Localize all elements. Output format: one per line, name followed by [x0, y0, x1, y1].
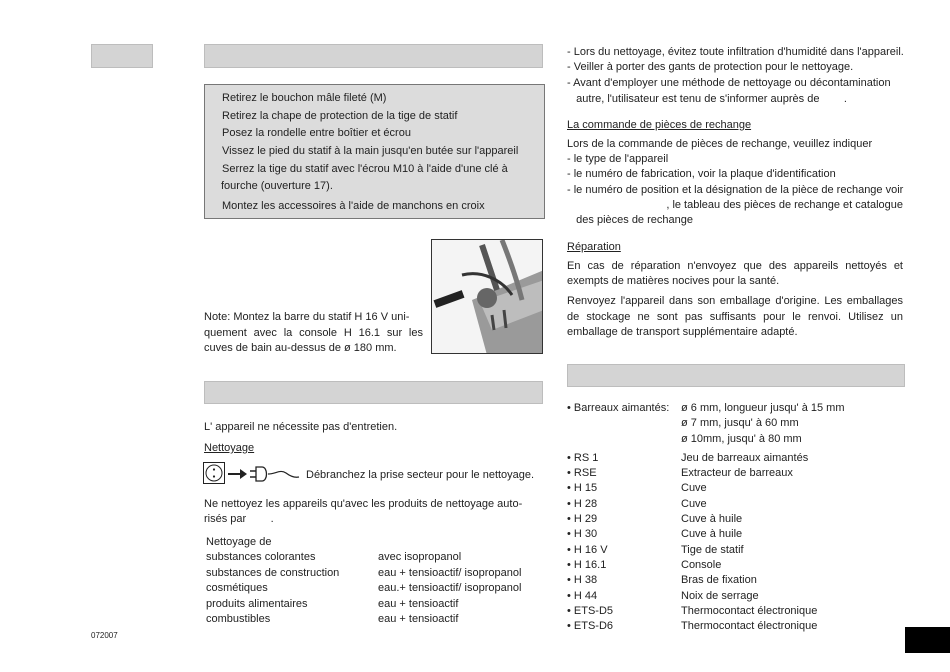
accessory-desc: Bras de fixation	[681, 574, 757, 586]
cleaning-agent: eau + tensioactif/ isopropanol	[378, 567, 522, 579]
mounting-steps-box	[204, 84, 545, 219]
plug-icon	[248, 465, 300, 486]
accessory-desc: Noix de serrage	[681, 590, 759, 602]
accessory-desc: Cuve	[681, 498, 707, 510]
note-line: cuves de bain au-dessus de ø 180 mm.	[204, 342, 397, 354]
spare-line: , le tableau des pièces de rechange et catalogue	[605, 199, 903, 211]
accessory-desc: Console	[681, 559, 722, 571]
accessory-desc: ø 10mm, jusqu' à 80 mm	[681, 433, 802, 445]
accessory-code: • RSE	[567, 467, 597, 479]
bullet-line: - Lors du nettoyage, évitez toute infiltration d'humidité dans l'appareil.	[567, 46, 904, 58]
cleaning-substance: cosmétiques	[206, 582, 268, 594]
accessory-code: • ETS-D5	[567, 605, 614, 617]
step-line: Posez la rondelle entre boîtier et écrou	[222, 127, 411, 139]
accessory-code: • H 16.1	[567, 559, 607, 571]
accessory-desc: Cuve à huile	[681, 513, 743, 525]
accessory-code: • RS 1	[567, 452, 599, 464]
cleaning-para-line: risés par .	[204, 513, 274, 525]
accessory-desc: ø 6 mm, longueur jusqu' à 15 mm	[681, 402, 845, 414]
footer-code: 072007	[91, 631, 118, 640]
spare-line: - le numéro de position et la désignation de la pièce de rechange voir	[567, 184, 904, 196]
step-line: Vissez le pied du statif à la main jusqu'en butée sur l'appareil	[222, 145, 519, 157]
step-line: fourche (ouverture 17).	[221, 180, 333, 192]
section-header-bar-mounting	[204, 44, 543, 68]
spare-line: - le numéro de fabrication, voir la plaque d'identification	[567, 168, 836, 180]
accessory-code: • H 44	[567, 590, 598, 602]
cleaning-substance: substances colorantes	[206, 551, 316, 563]
spare-line: - le type de l'appareil	[567, 153, 669, 165]
repair-heading: Réparation	[567, 241, 621, 253]
cleaning-substance: substances de construction	[206, 567, 340, 579]
accessory-code: • H 29	[567, 513, 598, 525]
page-number-tab	[905, 627, 950, 653]
note-line: quement avec la console H 16.1 sur les	[204, 327, 423, 339]
accessory-desc: Tige de statif	[681, 544, 744, 556]
spare-line: des pièces de rechange	[567, 214, 693, 226]
accessory-desc: Jeu de barreaux aimantés	[681, 452, 809, 464]
accessory-desc: Extracteur de barreaux	[681, 467, 793, 479]
unplug-text: Débranchez la prise secteur pour le nettoyage.	[306, 469, 535, 481]
bullet-line: - Veiller à porter des gants de protection pour le nettoyage.	[567, 61, 854, 73]
repair-line: En cas de réparation n'envoyez que des appareils nettoyés et	[567, 260, 903, 272]
accessory-desc: ø 7 mm, jusqu' à 60 mm	[681, 417, 799, 429]
accessory-code: • H 16 V	[567, 544, 608, 556]
left-tab-block	[91, 44, 153, 68]
cleaning-agent: eau + tensioactif	[378, 598, 459, 610]
accessory-desc: Thermocontact électronique	[681, 620, 818, 632]
cleaning-table-header: Nettoyage de	[206, 536, 272, 548]
accessory-desc: Cuve à huile	[681, 528, 743, 540]
accessory-code: • H 28	[567, 498, 598, 510]
repair-line: exempts de matières nocives pour la santé.	[567, 275, 780, 287]
bullet-line: - Avant d'employer une méthode de nettoyage ou décontamination	[567, 77, 891, 89]
step-line: Serrez la tige du statif avec l'écrou M10 à l'aide d'une clé à	[222, 163, 508, 175]
step-line: Retirez la chape de protection de la tige de statif	[222, 110, 458, 122]
arrow-right-icon	[228, 468, 248, 483]
cleaning-heading: Nettoyage	[204, 442, 255, 454]
cleaning-para-line: Ne nettoyez les appareils qu'avec les produits de nettoyage auto-	[204, 498, 523, 510]
accessory-desc: Thermocontact électronique	[681, 605, 818, 617]
spare-parts-heading: La commande de pièces de rechange	[567, 119, 752, 131]
note-line: Note: Montez la barre du statif H 16 V uni-	[204, 311, 410, 323]
accessory-code: • H 38	[567, 574, 598, 586]
cleaning-agent: avec isopropanol	[378, 551, 462, 563]
maintenance-text: L' appareil ne nécessite pas d'entretien.	[204, 421, 398, 433]
spare-line: Lors de la commande de pièces de rechange, veuillez indiquer	[567, 138, 873, 150]
cleaning-agent: eau + tensioactif	[378, 613, 459, 625]
socket-icon	[203, 462, 225, 484]
step-line: Montez les accessoires à l'aide de manchons en croix	[222, 200, 485, 212]
accessory-desc: Cuve	[681, 482, 707, 494]
accessory-code: • H 15	[567, 482, 598, 494]
cleaning-agent: eau.+ tensioactif/ isopropanol	[378, 582, 522, 594]
accessory-code: • ETS-D6	[567, 620, 614, 632]
repair-line: de stockage ne sont pas suffisants pour le renvoi. Utilisez un	[567, 311, 903, 323]
repair-line: emballage de transport supplémentaire adapté.	[567, 326, 798, 338]
bullet-line: autre, l'utilisateur est tenu de s'informer auprès de .	[567, 93, 847, 105]
repair-line: Renvoyez l'appareil dans son emballage d'origine. Les emballages	[567, 295, 903, 307]
accessory-code: • Barreaux aimantés:	[567, 402, 670, 414]
cleaning-substance: combustibles	[206, 613, 271, 625]
stand-mounting-photo	[431, 239, 543, 354]
step-line: Retirez le bouchon mâle fileté (M)	[222, 92, 387, 104]
accessory-code: • H 30	[567, 528, 598, 540]
section-header-bar-accessories	[567, 364, 905, 387]
section-header-bar-maintenance	[204, 381, 543, 404]
cleaning-substance: produits alimentaires	[206, 598, 308, 610]
